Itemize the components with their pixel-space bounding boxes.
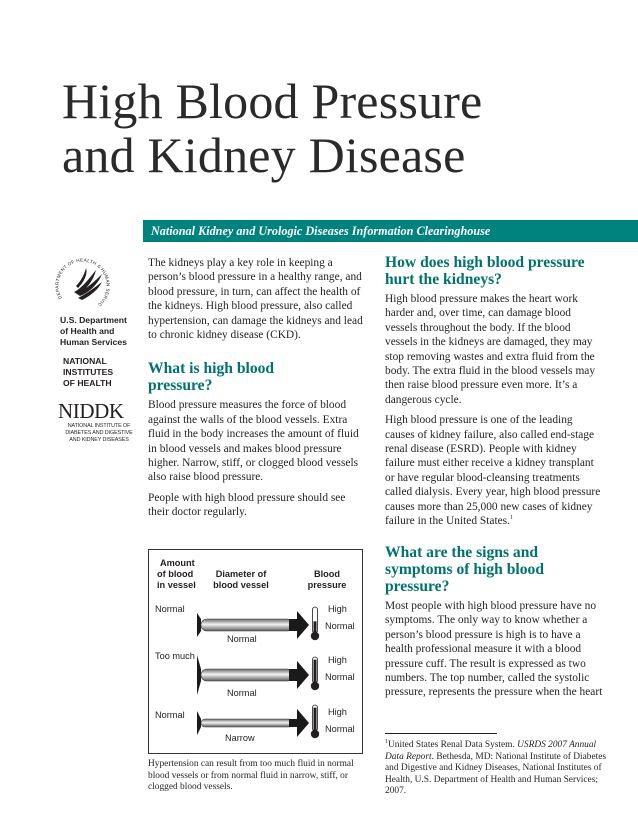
row2-gauge-bulb [311, 682, 319, 690]
nih-line-3: OF HEALTH [63, 378, 112, 388]
nih-name [63, 356, 143, 389]
row3-amount-label: Normal [155, 710, 185, 720]
row2-amount-label: Too much [155, 651, 195, 661]
niddk-full-name [58, 423, 140, 443]
column-left [148, 256, 368, 526]
head-amount-l1: Amount [160, 558, 195, 568]
what-is-paragraph-1: Blood pressure measures the force of blood against the walls of the blood vessels. Extra fluid in the body increases the amount of fluid in blood vessels and makes blood pressure higher. Narrow, stiff, or clogged blood vessels also raise blood pressure. [148, 399, 359, 484]
row3-normal-label: Normal [325, 724, 355, 734]
row2-diameter-label: Normal [227, 688, 257, 698]
niddk-logo: NIDDK [58, 399, 124, 423]
row2-gauge-fill [314, 660, 317, 683]
niddk-sub-2: DIABETES AND DIGESTIVE [65, 429, 133, 436]
footnote-text-b: . Bethesda, MD: National Institute of Diabetes and Digestive and Kidney Diseases, National Institutes of Health, U.S. Department of Health and Human Services; 2007. [385, 751, 607, 797]
hhs-name [60, 315, 142, 348]
intro-paragraph: The kidneys play a key role in keeping a person’s blood pressure in a healthy range, and blood pressure, in turn, can affect the health of the kidneys. High blood pressure, also called hypertension, can damage the kidneys and lead to chronic kidney disease (CKD). [148, 257, 363, 342]
hhs-seal-icon [52, 252, 118, 312]
head-amount-l2: of blood [157, 569, 194, 579]
row1-amount-label: Normal [155, 604, 185, 614]
row3-vessel [201, 719, 293, 727]
footnote-text-a: United States Renal Data System. [388, 740, 518, 750]
row2-pressure-arrow [289, 661, 309, 689]
section-how-hurt [385, 254, 603, 535]
head-amount-l3: in vessel [157, 580, 196, 590]
row2-high-label: High [328, 655, 347, 665]
head-pressure-l2: pressure [307, 580, 347, 590]
hhs-seal-text: DEPARTMENT OF HEALTH & HUMAN SERVIC [54, 257, 111, 308]
row3-diameter-label: Narrow [225, 733, 255, 743]
footnote-report-title: USRDS 2007 Annual Data Report [385, 740, 597, 762]
row2-normal-label: Normal [325, 672, 355, 682]
footnote-number: 1 [385, 738, 388, 745]
head-diameter-l1: Diameter of [215, 569, 267, 579]
title-line-2: and Kidney Disease [62, 127, 466, 183]
row3-gauge-fill [314, 708, 317, 731]
row2-vessel [201, 669, 293, 681]
niddk-sub-3: AND KIDNEY DISEASES [69, 436, 129, 443]
row1-vessel [201, 619, 293, 631]
heading-what-is-hbp: What is high blood pressure? [148, 360, 275, 395]
head-diameter-l2: blood vessel [213, 580, 269, 590]
row1-pressure-arrow [289, 611, 309, 639]
signs-paragraph: Most people with high blood pressure have no symptoms. The only way to know whether a person’s blood pressure is high is to have a health professional measure it with a blood pressure cuff. The result is expressed as two numbers. The top number, called the systolic pressure, represents the pressure when the heart [385, 600, 603, 699]
row3-gauge-bulb [311, 730, 319, 738]
row3-high-label: High [328, 707, 347, 717]
clearinghouse-banner: National Kidney and Urologic Diseases Information Clearinghouse [143, 220, 638, 242]
heading-signs-symptoms: What are the signs and symptoms of high blood pressure? [385, 544, 545, 595]
niddk-sub-1: NATIONAL INSTITUTE OF [67, 423, 131, 429]
row1-normal-label: Normal [325, 621, 355, 631]
row3-inflow-arrow [197, 711, 201, 735]
hhs-line-1: U.S. Department [60, 315, 127, 325]
footnote [385, 740, 607, 798]
row1-diameter-label: Normal [227, 634, 257, 644]
title-line-1: High Blood Pressure [62, 73, 483, 129]
blood-pressure-figure [148, 549, 363, 754]
heading-how-hurt: How does high blood pressure hurt the kidneys? [385, 254, 585, 288]
hhs-line-2: of Health and [60, 326, 115, 336]
row1-gauge-bulb [311, 632, 319, 640]
hhs-line-3: Human Services [60, 337, 127, 347]
row2-inflow-arrow [197, 655, 201, 695]
nih-line-1: NATIONAL [63, 356, 107, 366]
row1-gauge-fill [314, 621, 317, 633]
footnote-ref: 1 [509, 515, 513, 522]
what-is-paragraph-2: People with high blood pressure should see their doctor regularly. [148, 491, 346, 519]
footnote-rule [385, 733, 497, 734]
head-pressure-l1: Blood [313, 569, 341, 579]
page-title [62, 74, 622, 182]
section-signs [385, 544, 603, 706]
how-hurt-paragraph-1: High blood pressure makes the heart work harder and, over time, can damage blood vessels throughout the body. If the blood vessels in the kidneys are damaged, they may stop removing wastes and extra fluid from the body. The extra fluid in the blood vessels may then raise blood pressure even more. It’s a dangerous cycle. [385, 293, 596, 406]
figure-caption: Hypertension can result from too much fluid in normal blood vessels or from normal fluid in narrow, stiff, or clogged blood vessels. [148, 759, 354, 793]
nih-line-2: INSTITUTES [63, 367, 114, 377]
row1-inflow-arrow [197, 613, 201, 637]
how-hurt-paragraph-2 [385, 413, 603, 528]
how-hurt-paragraph-2-text: High blood pressure is one of the leading causes of kidney failure, also called end-stage renal disease (ESRD). People with kidney failure must either receive a kidney transplant or have regular blood-cleansing treatments called dialysis. Every year, high blood pressure causes more than 25,000 new cases of kidney failure in the United States. [385, 414, 601, 528]
row3-pressure-arrow [289, 709, 309, 737]
row1-high-label: High [328, 604, 347, 614]
